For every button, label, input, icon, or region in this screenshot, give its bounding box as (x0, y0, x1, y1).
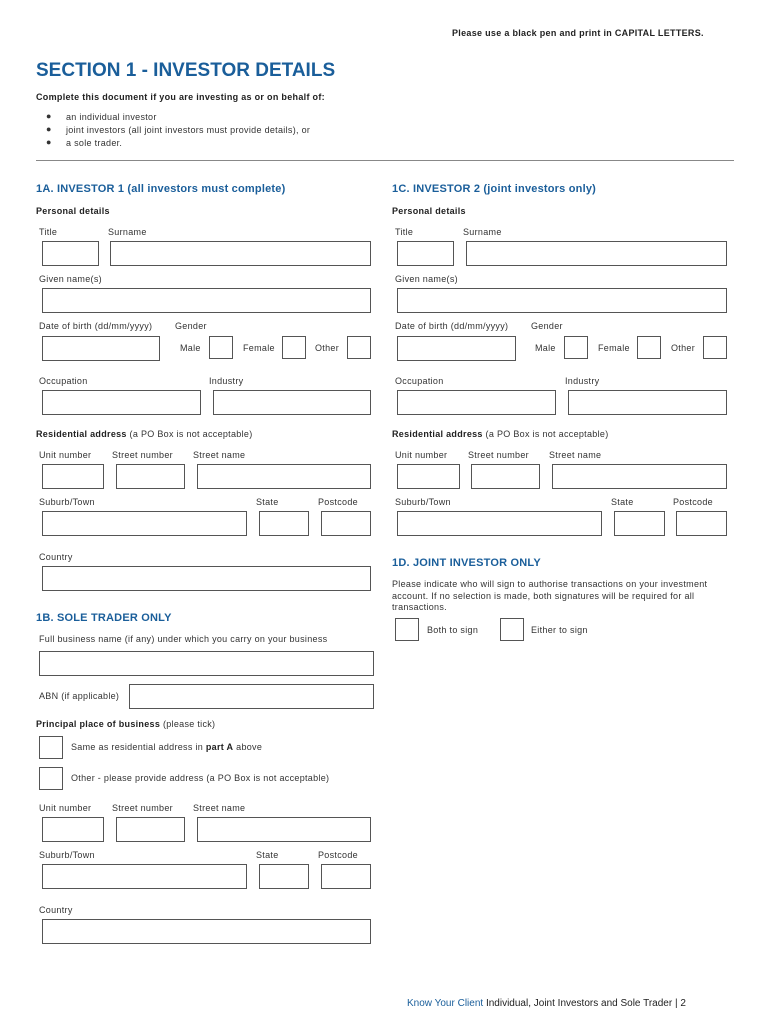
unit-number-label: Unit number (39, 803, 92, 813)
section-1d-heading: 1D. JOINT INVESTOR ONLY (392, 557, 541, 569)
business-name-label: Full business name (if any) under which you carry on your business (39, 634, 328, 644)
unit-number-input[interactable] (397, 464, 460, 489)
street-name-label: Street name (549, 450, 602, 460)
street-number-input[interactable] (471, 464, 540, 489)
street-number-label: Street number (112, 803, 173, 813)
surname-label: Surname (108, 227, 147, 237)
joint-instructions-line3: transactions. (392, 602, 447, 612)
industry-input[interactable] (213, 390, 371, 415)
business-name-input[interactable] (39, 651, 374, 676)
section-title: SECTION 1 - INVESTOR DETAILS (36, 60, 336, 81)
state-input[interactable] (259, 864, 309, 889)
state-input[interactable] (259, 511, 309, 536)
title-input[interactable] (397, 241, 454, 266)
given-names-input[interactable] (397, 288, 727, 313)
street-number-input[interactable] (116, 464, 185, 489)
female-label: Female (243, 343, 275, 353)
postcode-input[interactable] (321, 511, 371, 536)
dob-input[interactable] (397, 336, 516, 361)
occupation-input[interactable] (42, 390, 201, 415)
other-address-label: Other - please provide address (a PO Box is not acceptable) (71, 773, 330, 783)
section-1b-heading: 1B. SOLE TRADER ONLY (36, 612, 172, 624)
footer (407, 998, 686, 1009)
male-checkbox[interactable] (209, 336, 233, 359)
given-names-label: Given name(s) (395, 274, 458, 284)
intro-item: an individual investor (66, 112, 157, 122)
street-name-label: Street name (193, 803, 246, 813)
suburb-label: Suburb/Town (39, 850, 95, 860)
title-label: Title (395, 227, 414, 237)
gender-label: Gender (531, 321, 563, 331)
given-names-input[interactable] (42, 288, 371, 313)
intro-item: joint investors (all joint investors must provide details), or (66, 125, 311, 135)
suburb-label: Suburb/Town (39, 497, 95, 507)
other-label: Other (671, 343, 696, 353)
joint-instructions-line1: Please indicate who will sign to authorise transactions on your investment (392, 579, 708, 589)
state-label: State (256, 497, 279, 507)
bullet-icon: ● (46, 124, 52, 134)
postcode-label: Postcode (318, 497, 358, 507)
country-input[interactable] (42, 919, 371, 944)
suburb-input[interactable] (397, 511, 602, 536)
street-number-label: Street number (112, 450, 173, 460)
male-checkbox[interactable] (564, 336, 588, 359)
suburb-input[interactable] (42, 864, 247, 889)
bullet-icon: ● (46, 137, 52, 147)
personal-details-label: Personal details (36, 206, 110, 216)
occupation-label: Occupation (39, 376, 88, 386)
industry-label: Industry (209, 376, 244, 386)
unit-number-label: Unit number (395, 450, 448, 460)
postcode-label: Postcode (318, 850, 358, 860)
occupation-input[interactable] (397, 390, 556, 415)
surname-label: Surname (463, 227, 502, 237)
either-to-sign-checkbox[interactable] (500, 618, 524, 641)
male-label: Male (535, 343, 556, 353)
joint-instructions-line2: account. If no selection is made, both signatures will be required for all (392, 591, 695, 601)
divider (36, 160, 734, 161)
personal-details-label: Personal details (392, 206, 466, 216)
dob-label: Date of birth (dd/mm/yyyy) (39, 321, 153, 331)
principal-place-label: Principal place of business (please tick) (36, 719, 216, 729)
abn-label: ABN (if applicable) (39, 691, 120, 701)
either-to-sign-label: Either to sign (531, 625, 588, 635)
street-name-label: Street name (193, 450, 246, 460)
header-note: Please use a black pen and print in CAPITAL LETTERS. (452, 28, 704, 38)
postcode-label: Postcode (673, 497, 713, 507)
given-names-label: Given name(s) (39, 274, 102, 284)
suburb-input[interactable] (42, 511, 247, 536)
footer-kyc: Know Your Client (407, 998, 484, 1009)
state-input[interactable] (614, 511, 665, 536)
female-checkbox[interactable] (637, 336, 661, 359)
street-number-label: Street number (468, 450, 529, 460)
country-label: Country (39, 905, 73, 915)
suburb-label: Suburb/Town (395, 497, 451, 507)
occupation-label: Occupation (395, 376, 444, 386)
industry-label: Industry (565, 376, 600, 386)
dob-input[interactable] (42, 336, 160, 361)
title-label: Title (39, 227, 58, 237)
both-to-sign-checkbox[interactable] (395, 618, 419, 641)
bullet-icon: ● (46, 111, 52, 121)
postcode-input[interactable] (321, 864, 371, 889)
postcode-input[interactable] (676, 511, 727, 536)
country-label: Country (39, 552, 73, 562)
abn-input[interactable] (129, 684, 374, 709)
same-address-label: Same as residential address in part A above (71, 742, 263, 752)
male-label: Male (180, 343, 201, 353)
other-label: Other (315, 343, 340, 353)
unit-number-label: Unit number (39, 450, 92, 460)
other-checkbox[interactable] (703, 336, 727, 359)
industry-input[interactable] (568, 390, 727, 415)
both-to-sign-label: Both to sign (427, 625, 479, 635)
footer-page-info: Individual, Joint Investors and Sole Trader | 2 (483, 998, 686, 1009)
street-name-input[interactable] (552, 464, 727, 489)
street-number-input[interactable] (116, 817, 185, 842)
intro-item: a sole trader. (66, 138, 123, 148)
residential-address-label: Residential address (a PO Box is not acceptable) (392, 429, 609, 439)
gender-label: Gender (175, 321, 207, 331)
section-1a-heading: 1A. INVESTOR 1 (all investors must complete) (36, 183, 286, 195)
country-input[interactable] (42, 566, 371, 591)
state-label: State (611, 497, 634, 507)
title-input[interactable] (42, 241, 99, 266)
state-label: State (256, 850, 279, 860)
section-1c-heading: 1C. INVESTOR 2 (joint investors only) (392, 183, 597, 195)
surname-input[interactable] (466, 241, 727, 266)
unit-number-input[interactable] (42, 817, 104, 842)
other-checkbox[interactable] (347, 336, 371, 359)
street-name-input[interactable] (197, 817, 371, 842)
female-label: Female (598, 343, 630, 353)
dob-label: Date of birth (dd/mm/yyyy) (395, 321, 509, 331)
residential-address-label: Residential address (a PO Box is not acceptable) (36, 429, 253, 439)
surname-input[interactable] (110, 241, 371, 266)
other-address-checkbox[interactable] (39, 767, 63, 790)
intro-text: Complete this document if you are investing as or on behalf of: (36, 92, 325, 102)
same-address-checkbox[interactable] (39, 736, 63, 759)
female-checkbox[interactable] (282, 336, 306, 359)
unit-number-input[interactable] (42, 464, 104, 489)
street-name-input[interactable] (197, 464, 371, 489)
